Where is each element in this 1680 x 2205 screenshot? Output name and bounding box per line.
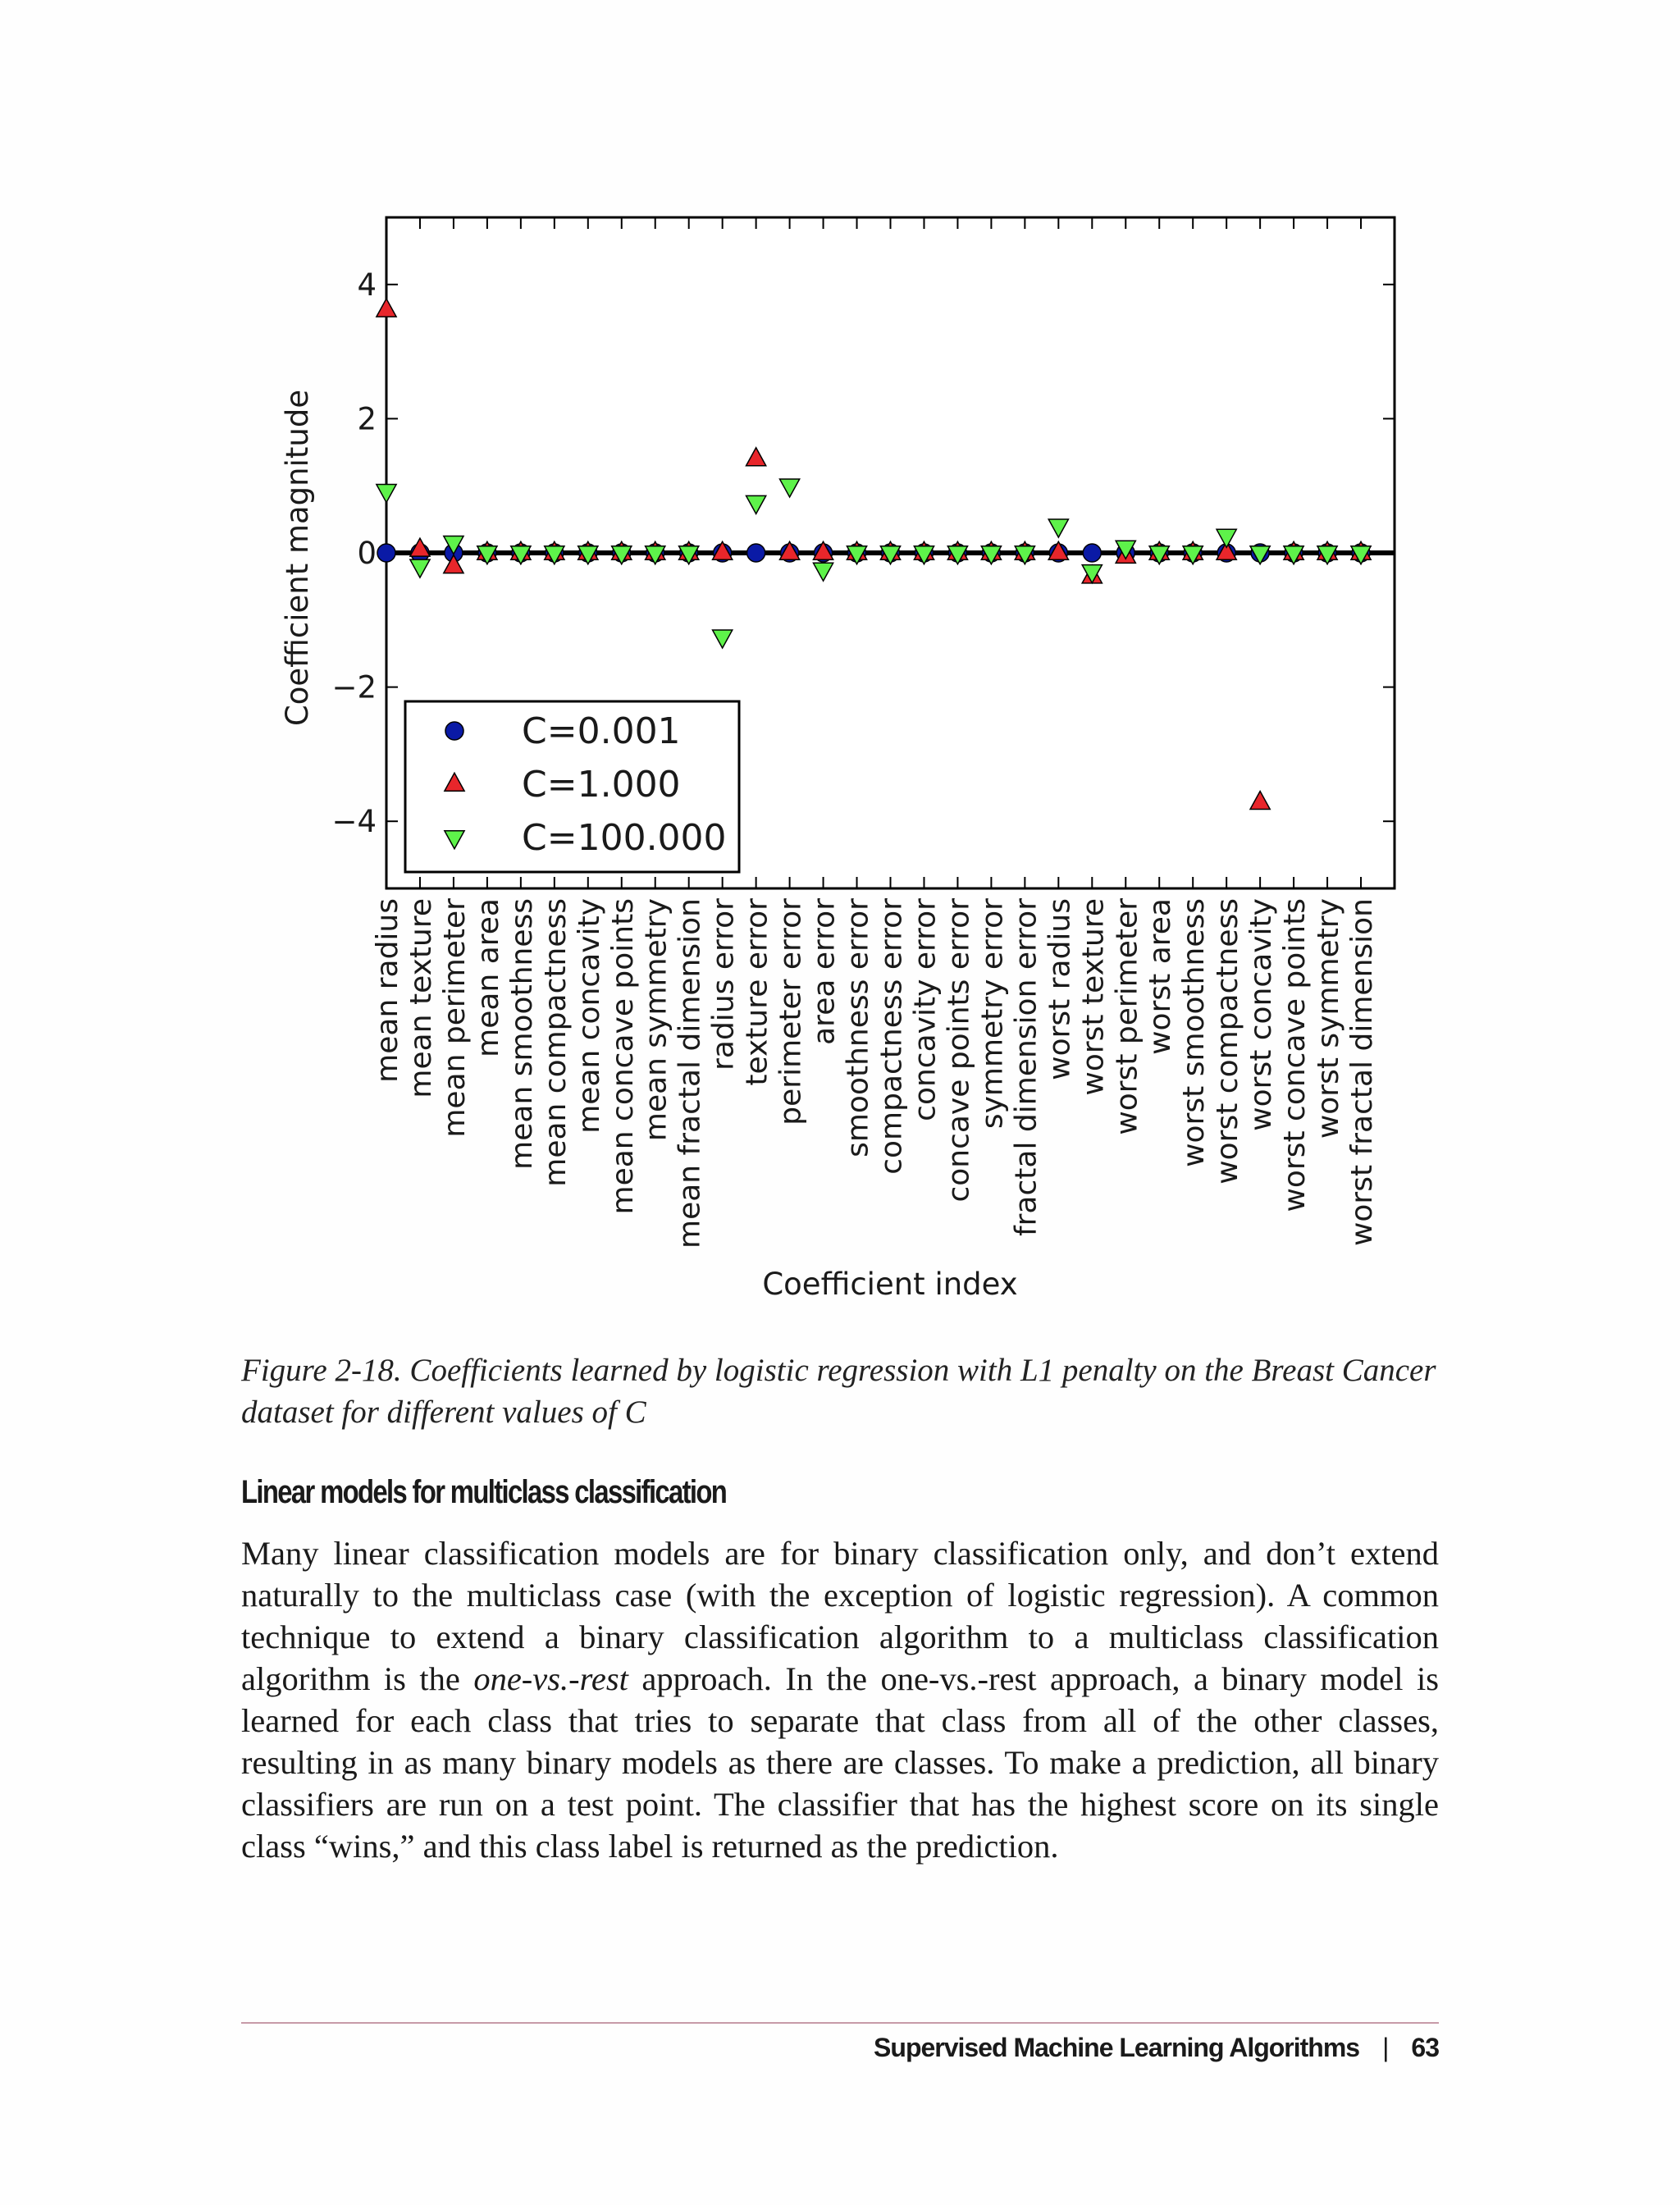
- x-tick-label: mean concave points: [605, 898, 640, 1215]
- y-tick-label: 4: [357, 267, 377, 303]
- figure-caption: Figure 2-18. Coefficients learned by logistic regression with L1 penalty on the Breast Cancer dataset for different values of C: [241, 1353, 1436, 1430]
- page-footer: [874, 2033, 1439, 2063]
- x-tick-label: worst smoothness: [1177, 898, 1212, 1167]
- x-tick-label: mean fractal dimension: [673, 898, 707, 1249]
- x-tick-label: mean area: [471, 898, 505, 1057]
- legend-label: C=100.000: [522, 817, 727, 859]
- paragraph-text-1: Many linear classification models are for binary classification only, and don’t extend naturally to the multiclass case (with the exception of logistic regression). A common technique to extend a binary classification algorithm to a multiclass classification algorithm is the: [241, 1535, 1439, 1697]
- x-tick-label: symmetry error: [975, 898, 1010, 1130]
- x-tick-label: radius error: [706, 898, 741, 1071]
- section-heading: Linear models for multiclass classification: [241, 1474, 727, 1510]
- y-tick-label: −4: [331, 804, 377, 840]
- y-tick-label: 2: [357, 401, 377, 437]
- data-point-series-1: [377, 544, 395, 562]
- x-tick-label: mean radius: [371, 898, 404, 1083]
- x-tick-label: worst concavity: [1244, 898, 1279, 1131]
- x-tick-label: worst texture: [1076, 898, 1111, 1096]
- page-number: 63: [1411, 2033, 1439, 2062]
- data-point-series-1: [747, 544, 765, 562]
- x-tick-label: perimeter error: [774, 898, 808, 1125]
- x-tick-label: concavity error: [908, 898, 943, 1121]
- x-tick-label: worst compactness: [1211, 898, 1245, 1185]
- x-tick-label: mean smoothness: [504, 898, 539, 1170]
- x-tick-label: smoothness error: [841, 898, 875, 1157]
- x-tick-label: mean symmetry: [639, 898, 673, 1142]
- x-tick-label: compactness error: [874, 898, 909, 1175]
- x-tick-label: worst area: [1144, 898, 1178, 1055]
- y-axis-label: Coefficient magnitude: [280, 389, 315, 727]
- x-tick-label: mean texture: [404, 898, 438, 1098]
- x-tick-label: worst symmetry: [1312, 898, 1346, 1139]
- x-tick-label: worst perimeter: [1110, 898, 1144, 1135]
- body-paragraph: [241, 1532, 1439, 1867]
- x-tick-label: concave points error: [942, 898, 976, 1203]
- x-tick-label: area error: [807, 898, 842, 1045]
- footer-separator: |: [1382, 2033, 1389, 2062]
- legend-label: C=1.000: [522, 764, 681, 806]
- x-tick-label: worst radius: [1043, 898, 1077, 1080]
- x-tick-label: mean concavity: [572, 898, 606, 1134]
- legend-marker-1: [445, 722, 463, 740]
- paragraph-emphasis: one-vs.-rest: [473, 1660, 628, 1697]
- y-tick-label: 0: [357, 536, 377, 571]
- paragraph-text-2: approach. In the one-vs.-rest approach, a binary model is learned for each class that tries to separate that class from all of the other classes, resulting in as many binary models as there are classes. To make a prediction, all binary classifiers are run on a test point. The classifier that has the highest score on its single class “wins,” and this class label is returned as the prediction.: [241, 1660, 1439, 1865]
- x-tick-label: texture error: [740, 898, 774, 1086]
- running-title: Supervised Machine Learning Algorithms: [874, 2033, 1360, 2062]
- legend-label: C=0.001: [522, 710, 681, 752]
- x-tick-label: mean compactness: [538, 898, 573, 1187]
- x-tick-label: fractal dimension error: [1009, 898, 1043, 1237]
- x-axis-label: Coefficient index: [762, 1267, 1018, 1302]
- x-tick-label: mean perimeter: [437, 898, 472, 1138]
- footer-rule: [241, 2022, 1439, 2024]
- x-tick-label: worst concave points: [1278, 898, 1312, 1212]
- x-tick-label: worst fractal dimension: [1345, 897, 1380, 1247]
- data-point-series-1: [1083, 544, 1101, 562]
- y-tick-label: −2: [331, 669, 377, 705]
